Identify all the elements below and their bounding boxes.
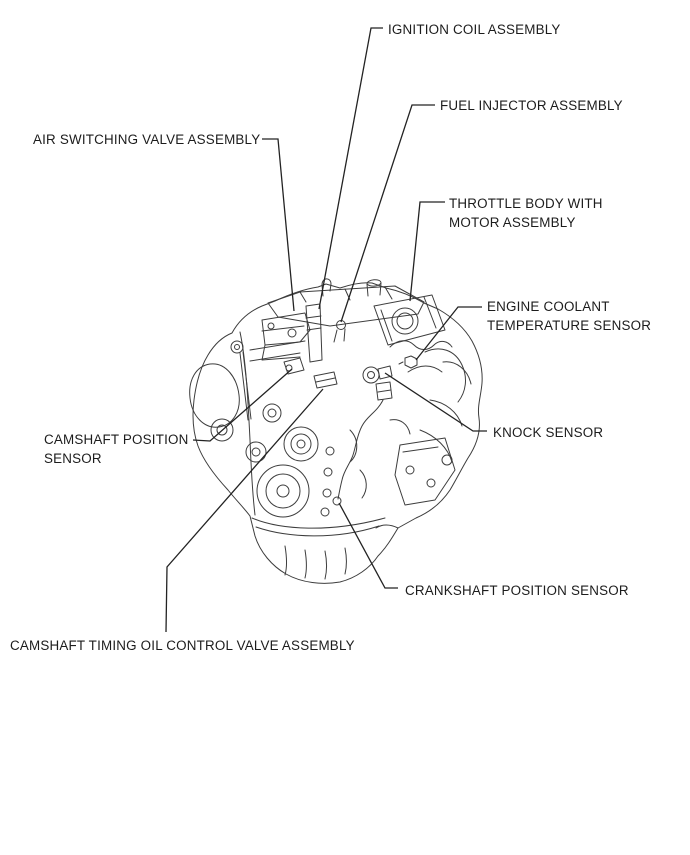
coolant-temp-sensor-part: [399, 356, 417, 368]
pulleys: [246, 404, 318, 517]
leader-ignition-coil: [319, 28, 383, 309]
label-camshaft-timing-oil-control-valve-assembly: CAMSHAFT TIMING OIL CONTROL VALVE ASSEMBLY: [10, 638, 355, 653]
camshaft-timing-ocv-part: [314, 372, 337, 388]
leader-knock-sensor: [385, 373, 487, 431]
leader-throttle-body: [410, 202, 445, 301]
camshaft-position-sensor-part: [284, 358, 304, 374]
crankshaft-sensor-cable: [333, 382, 392, 505]
label-line: THROTTLE BODY WITH: [449, 196, 603, 211]
engine-illustration: [190, 279, 482, 583]
timing-cover-bolts: [321, 447, 334, 516]
leader-fuel-injector: [341, 105, 435, 322]
label-line: SENSOR: [44, 450, 102, 466]
label-line: MOTOR ASSEMBLY: [449, 214, 576, 230]
label-camshaft-position-sensor: [44, 431, 189, 469]
leader-air-switching-valve: [262, 139, 294, 311]
label-knock-sensor: KNOCK SENSOR: [493, 425, 604, 440]
label-line: TEMPERATURE SENSOR: [487, 317, 652, 333]
leader-crankshaft-position-sensor: [339, 503, 398, 588]
leader-camshaft-position-sensor: [193, 369, 292, 441]
ignition-coil-part: [306, 304, 322, 362]
label-line: ENGINE COOLANT: [487, 299, 610, 314]
label-ignition-coil-assembly: IGNITION COIL ASSEMBLY: [388, 22, 561, 37]
alternator: [190, 364, 240, 441]
label-crankshaft-position-sensor: CRANKSHAFT POSITION SENSOR: [405, 583, 629, 598]
label-engine-coolant-temperature-sensor: [487, 298, 651, 336]
intake-manifold: [390, 341, 471, 462]
label-line: CAMSHAFT POSITION: [44, 432, 189, 447]
label-throttle-body-with-motor-assembly: [449, 195, 603, 233]
air-switching-valve-part: [262, 313, 310, 360]
label-fuel-injector-assembly: FUEL INJECTOR ASSEMBLY: [440, 98, 623, 113]
label-air-switching-valve-assembly: AIR SWITCHING VALVE ASSEMBLY: [33, 132, 261, 147]
